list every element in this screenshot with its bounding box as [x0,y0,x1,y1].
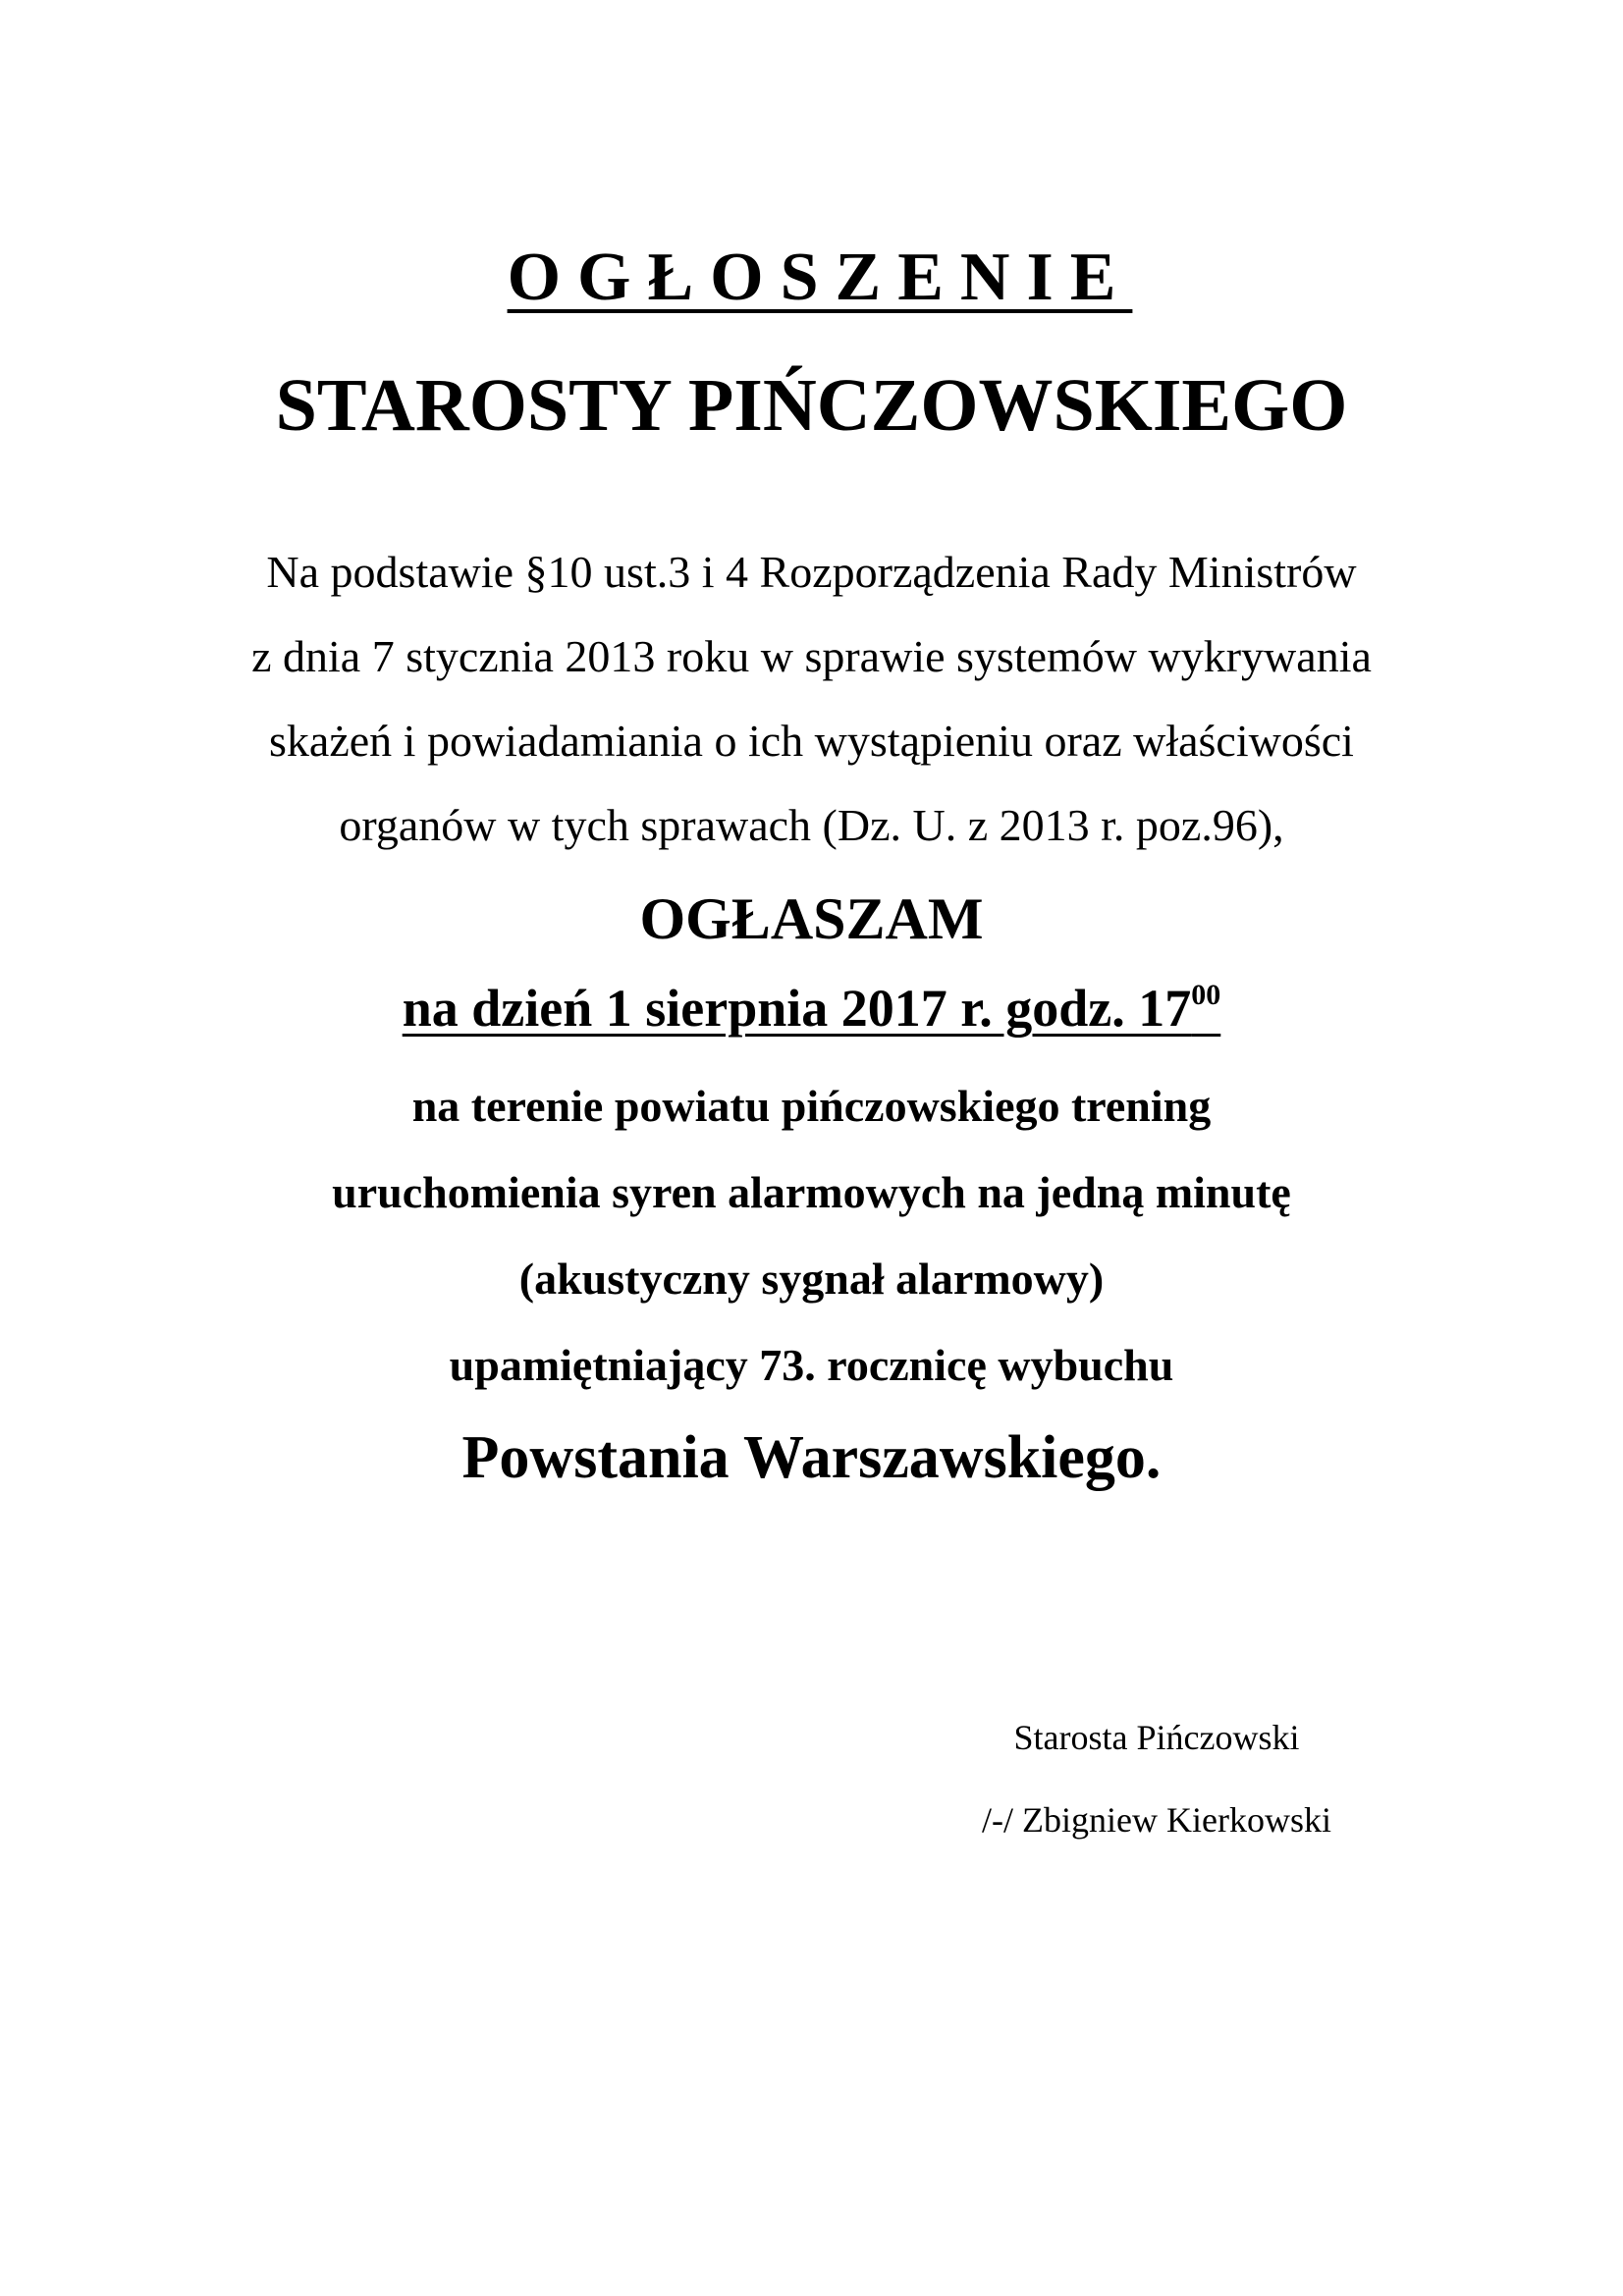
signature-name: /-/ Zbigniew Kierkowski [982,1800,1331,1840]
event-time-minutes: 00 [1191,979,1221,1011]
body-line: upamiętniający 73. rocznicę wybuchu [449,1340,1174,1390]
notice-subtitle: STAROSTY PIŃCZOWSKIEGO [275,364,1348,447]
uprising-name: Powstania Warszawskiego. [461,1424,1162,1491]
signature-role: Starosta Pińczowski [1013,1718,1300,1757]
legal-basis-line: z dnia 7 stycznia 2013 roku w sprawie systemów wykrywania [251,631,1372,681]
event-date [0,979,1623,1038]
legal-basis-line: skażeń i powiadamiania o ich wystąpieniu oraz właściwości [269,716,1354,766]
legal-basis-line: organów w tych sprawach (Dz. U. z 2013 r. poz.96), [339,800,1284,850]
announce-heading: OGŁASZAM [639,886,984,951]
event-date-text: na dzień 1 sierpnia 2017 r. godz. 17 [402,979,1192,1038]
body-line: (akustyczny sygnał alarmowy) [518,1254,1105,1304]
body-line: uruchomienia syren alarmowych na jedną minutę [332,1167,1291,1217]
legal-basis-line: Na podstawie §10 ust.3 i 4 Rozporządzenia Rady Ministrów [266,547,1357,597]
notice-title [0,240,1623,315]
body-line: na terenie powiatu pińczowskiego trening [411,1081,1212,1131]
notice-title-text: OGŁOSZENIE [507,240,1133,315]
